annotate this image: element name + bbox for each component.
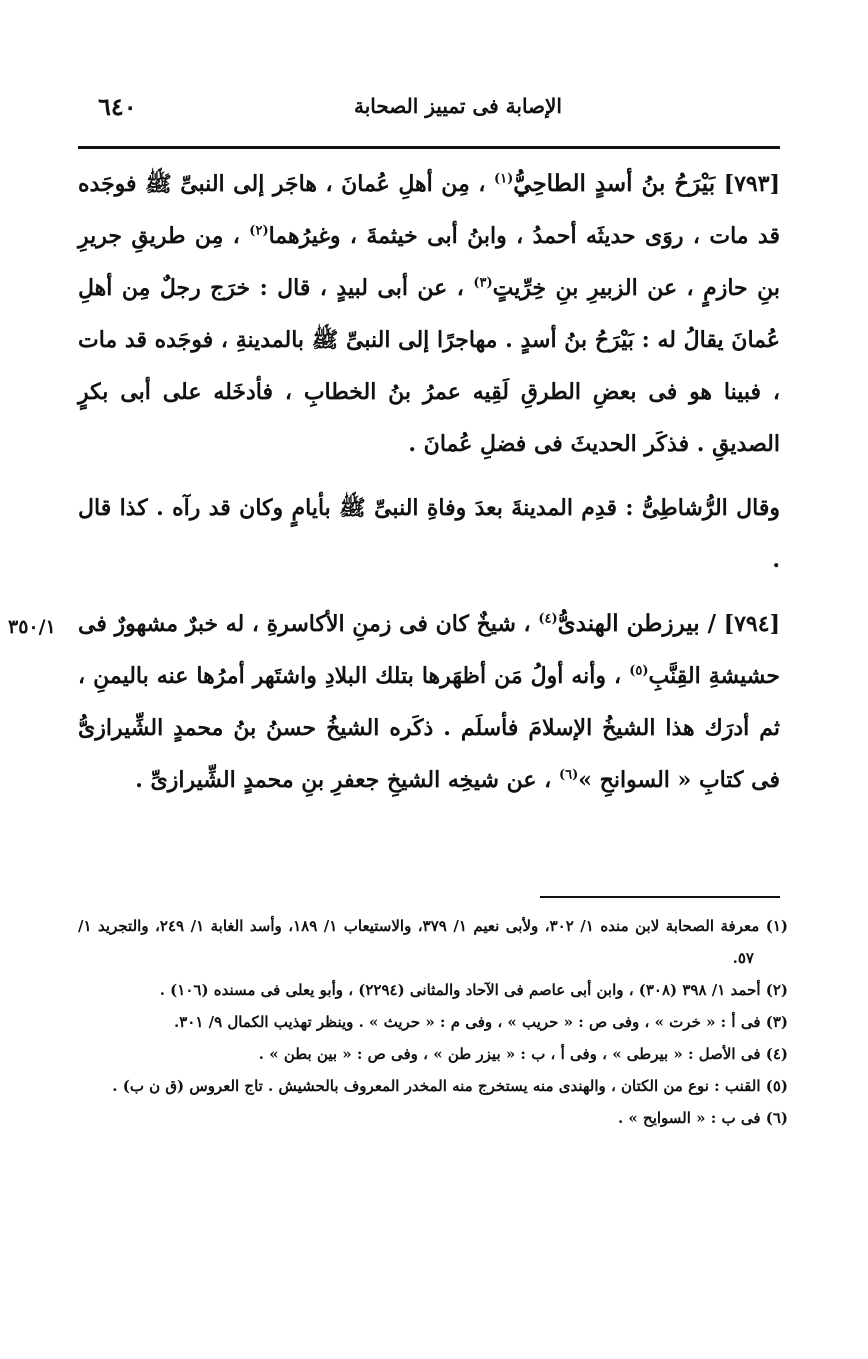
entry-text: ، وأنه أولُ مَن أظهَرها بتلك البلادِ واشتَهر أمرُها عنه باليمنِ ، ثم أدرَك هذا الشيخُ الإسلامَ فأسلَم . ذكَره الشيخُ حسنُ بنُ محمدٍ الشِّيرازىُّ فى كتابِ « السوانحِ » xyxy=(78,663,780,793)
entry-name: / بيرزطن الهندىُّ xyxy=(557,610,717,637)
footnote-ref: (٦) xyxy=(558,767,579,783)
footnote: (٤) فى الأصل : « بيرطى » ، وفى أ ، ب : « بيزر طن » ، وفى ص : « بين بطن » . xyxy=(258,1045,788,1063)
footnote-ref: (٢) xyxy=(249,223,269,239)
footnote-ref: (٣) xyxy=(473,275,493,291)
footnotes xyxy=(78,910,788,1134)
footnote-ref: (١) xyxy=(493,171,514,187)
footnote-ref: (٤) xyxy=(538,611,558,627)
footnote: (٣) فى أ : « خرت » ، وفى ص : « حريب » ، وفى م : « حريث » . وينظر تهذيب الكمال ٩/ ٣٠١. xyxy=(174,1013,788,1031)
entry-text: ، مِن أهلِ عُمانَ ، هاجَر إلى النبىِّ ﷺ فوجَده قد مات ، روَى حديثَه أحمدُ ، وابنُ أبى خيثمةَ ، وغيرُهما xyxy=(78,171,780,249)
rushati-note xyxy=(78,482,780,586)
entry-text: ، عن شيخِه الشيخِ جعفرِ بنِ محمدٍ الشِّيرازىِّ . xyxy=(135,767,552,793)
page-number: ٦٤٠ xyxy=(98,92,137,121)
footnote: (٢) أحمد ١/ ٣٩٨ (٣٠٨) ، وابن أبى عاصم فى الآحاد والمثانى (٢٢٩٤) ، وأبو يعلى فى مسنده (١٠٦) . xyxy=(159,981,788,999)
header-rule xyxy=(78,146,780,149)
entry-name: بَيْرَحُ بنُ أسدٍ الطاحِيُّ xyxy=(513,170,716,197)
footnote: (١) معرفة الصحابة لابن منده ١/ ٣٠٢، ولأبى نعيم ١/ ٣٧٩، والاستيعاب ١/ ١٨٩، وأسد الغابة ١/ ٢٤٩، والتجريد ١/ ٥٧. xyxy=(78,917,789,967)
entry-794 xyxy=(78,598,780,806)
entry-number: [٧٩٣] xyxy=(723,171,780,197)
margin-note: ٣٥٠/١ xyxy=(8,616,56,638)
entry-number: [٧٩٤] xyxy=(723,611,780,637)
entry-text: ، عن أبى لبيدٍ ، قال : خرَج رجلٌ مِن أهلِ عُمانَ يقالُ له : بَيْرَحُ بنُ أسدٍ . مهاجرًا إلى النبىِّ ﷺ بالمدينةِ ، فوجَده قد مات ، فبينا هو فى بعضِ الطرقِ لَقِيه عمرُ بنُ الخطابِ ، فأدخَله على أبى بكرٍ الصديقِ . فذكَر الحديثَ فى فضلِ عُمانَ . xyxy=(78,275,780,457)
footnote: (٥) القنب : نوع من الكتان ، والهندى منه يستخرج منه المخدر المعروف بالحشيش . تاج العروس (ق ن ب) . xyxy=(112,1077,788,1095)
body-text xyxy=(78,158,780,806)
footnote: (٦) فى ب : « السوايح » . xyxy=(617,1109,788,1127)
footnote-rule xyxy=(540,896,780,898)
entry-793 xyxy=(78,158,780,470)
paragraph-text: وقال الرُّشاطِىُّ : قدِم المدينةَ بعدَ وفاةِ النبىِّ ﷺ بأيامٍ وكان قد رآه . كذا قال . xyxy=(78,495,780,573)
entry-text: ، مِن طريقِ جريرِ بنِ حازمٍ ، عن الزبيرِ بنِ خِرِّيتٍ xyxy=(78,223,780,301)
entry-text: ، شيخٌ كان فى زمنِ الأكاسرةِ ، له خبرٌ مشهورٌ فى حشيشةِ القِنَّبِ xyxy=(78,611,780,689)
page-header xyxy=(78,88,778,128)
running-title: الإصابة فى تمييز الصحابة xyxy=(354,94,562,118)
footnote-ref: (٥) xyxy=(629,663,649,679)
